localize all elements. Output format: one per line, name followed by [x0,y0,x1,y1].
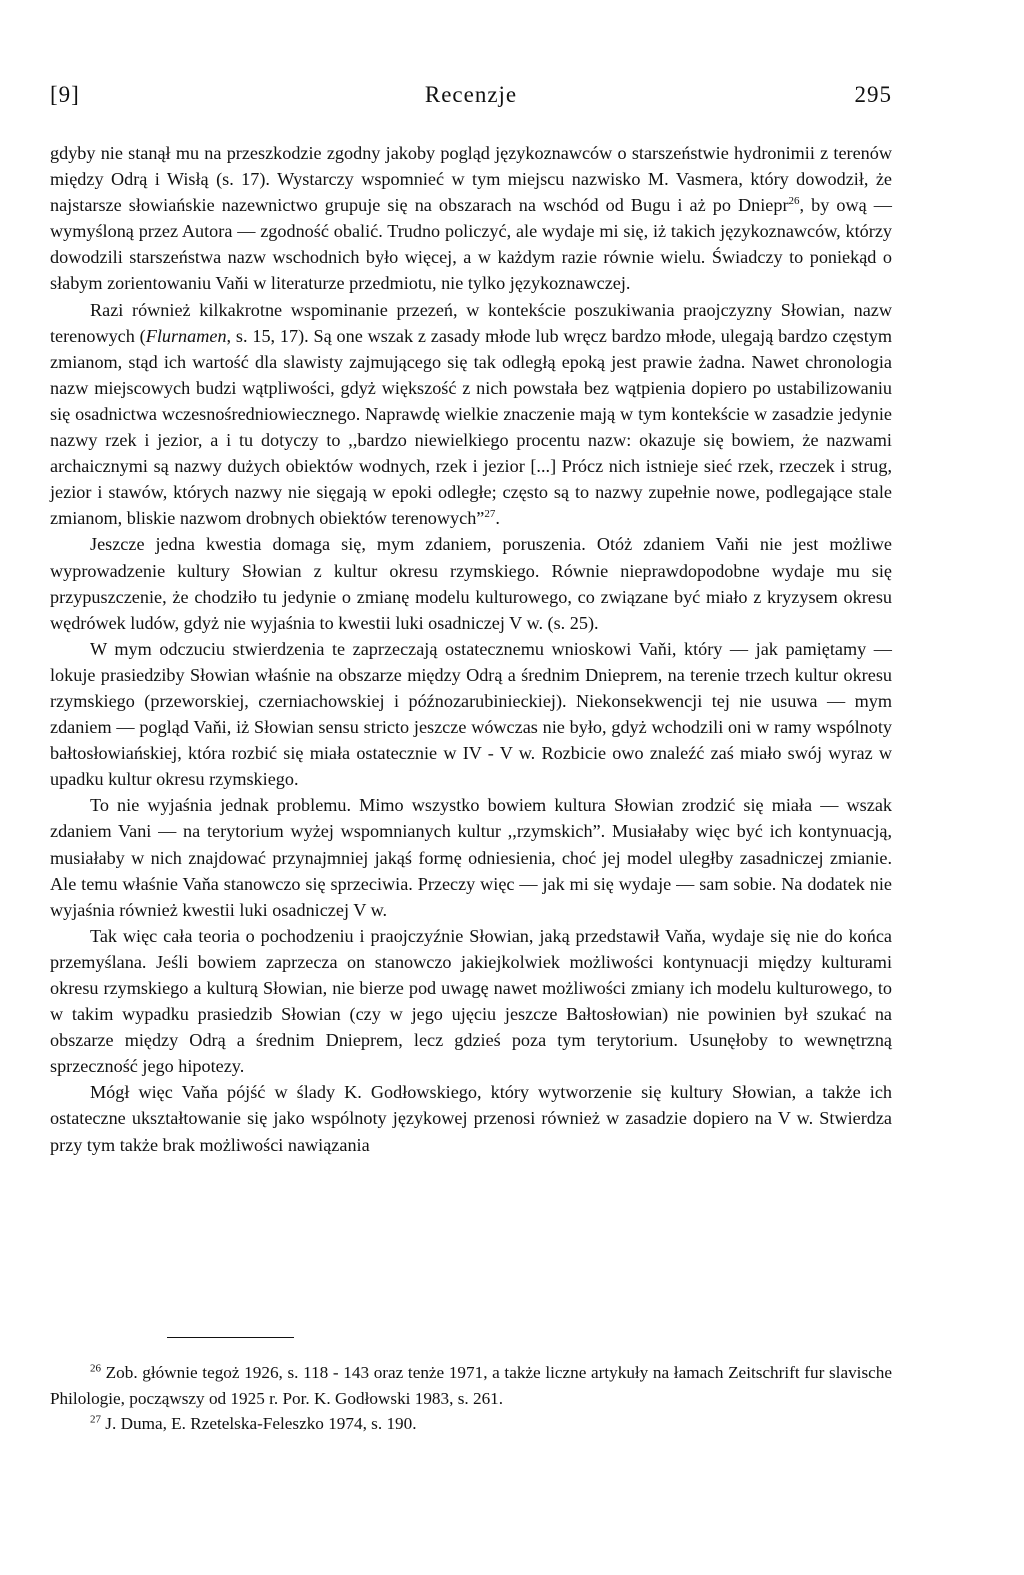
footnote-text: J. Duma, E. Rzetelska-Feleszko 1974, s. 190. [101,1414,417,1433]
text-run: gdyby nie stanął mu na przeszkodzie zgodny jakoby pogląd językoznawców o starszeństwie hydronimii z terenów między Odrą i Wisłą (s. 17). Wystarczy wspomnieć w tym miejscu nazwisko M. Vasmera, który dowodził, że najstarsze słowiańskie nazewnictwo grupuje się na obszarach na wschód od Bugu i aż po Dniepr [50,143,892,216]
footnote-separator [167,1337,294,1338]
footnote [50,1411,892,1437]
paragraph [50,297,892,532]
paragraph: Tak więc cała teoria o pochodzeniu i praojczyźnie Słowian, jaką przedstawił Vaňa, wydaje się nie do końca przemyślana. Jeśli bowiem zaprzecza on stanowczo jakiejkolwiek możliwości kontynuacji między kulturami okresu rzymskiego a kulturą Słowian, nie bierze pod uwagę nawet możliwości zmiany ich modelu kulturowego, to w takim wypadku prasiedzib Słowian (czy w jego ujęciu jeszcze Bałtosłowian) nie powinien był szukać na obszarze między Odrą a średnim Dnieprem, lecz gdzieś poza tym terytorium. Usunęłoby to wewnętrzną sprzeczność jego hipotezy. [50,925,892,1077]
paragraph [50,140,892,297]
paragraph: Jeszcze jedna kwestia domaga się, mym zdaniem, poruszenia. Otóż zdaniem Vaňi nie jest możliwe wyprowadzenie kultury Słowian z kultur okresu rzymskiego. Równie nieprawdopodobne wydaje mu się przypuszczenie, że chodziło tu jedynie o zmianę modelu kulturowego, co związane być miało z kryzysem okresu wędrówek ludów, gdyż nie wyjaśnia to kwestii luki osadniczej V w. (s. 25). [50,534,892,633]
paragraph: Mógł więc Vaňa pójść w ślady K. Godłowskiego, który wytworzenie się kultury Słowian, a także ich ostateczne ukształtowanie się jako wspólnoty językowej przenosi również w zasadzie dopiero na V w. Stwierdza przy tym także brak możliwości nawiązania [50,1082,892,1155]
footnote-ref: 26 [788,195,800,208]
body-text [50,140,892,1158]
footnote-number: 26 [90,1362,101,1375]
paragraph: W mym odczuciu stwierdzenia te zaprzeczają ostatecznemu wnioskowi Vaňi, który — jak pamiętamy — lokuje prasiedziby Słowian właśnie na obszarze między Odrą a średnim Dnieprem, na terenie trzech kultur okresu rzymskiego (przeworskiej, czerniachowskiej i późnozarubinieckiej). Niekonsekwencji tej nie usuwa — mym zdaniem — pogląd Vaňi, iż Słowian sensu stricto jeszcze wówczas nie było, gdyż wchodzili oni w ramy wspólnoty bałtosłowiańskiej, która rozbić się miała ostatecznie w IV - V w. Rozbicie owo znaleźć zaś miało swój wyraz w upadku kultur okresu rzymskiego. [50,638,892,790]
running-header [50,82,892,108]
footnote [50,1360,892,1411]
footnotes [50,1360,892,1437]
text-run: , by ową — wymyśloną przez Autora — zgodność obalić. Trudno policzyć, ale wydaje mi się, iż takich językoznawców, którzy dowodzili starszeństwa nazw wschodnich było więcej, a w każdym razie równie wielu. Świadczy to poniekąd o słabym zorientowaniu Vaňi w literaturze przedmiotu, nie tylko językoznawczej. [50,195,892,294]
text-run: , s. 15, 17). Są one wszak z zasady młode lub wręcz bardzo młode, ulegają bardzo częstym zmianom, stąd ich wartość dla slawisty zajmującego się tak odległą epoką jest prawie żadna. Nawet chronologia nazw miejscowych budzi wątpliwości, gdyż większość z nich powstała bez wątpienia dopiero po ustabilizowaniu się osadnictwa wczesnośredniowiecznego. Naprawdę wielkie znaczenie mają w tym kontekście w zasadzie jedynie nazwy rzek i jezior, a i tu dotyczy to ,,bardzo niewielkiego procentu nazw: okazuje się bowiem, że nazwami archaicznymi są nazwy dużych obiektów wodnych, rzek i jezior [...] Prócz nich istnieje sieć rzek, rzeczek i strug, jezior i stawów, których nazwy nie sięgają w epoki odległe; często są to nazwy zupełnie nowe, podlegające stale zmianom, bliskie nazwom drobnych obiektów terenowych” [50,325,892,529]
italic-term: Flurnamen [145,325,227,346]
section-number: [9] [50,82,80,107]
footnote-ref: 27 [484,508,496,521]
footnote-text: Zob. głównie tegoż 1926, s. 118 - 143 oraz tenże 1971, a także liczne artykuły na łamach Zeitschrift fur slavische Philologie, począwszy od 1925 r. Por. K. Godłowski 1983, s. 261. [50,1363,892,1408]
page-number: 295 [854,82,892,107]
running-title: Recenzje [424,82,518,107]
text-run: . [495,508,500,529]
footnote-number: 27 [90,1413,101,1426]
paragraph: To nie wyjaśnia jednak problemu. Mimo wszystko bowiem kultura Słowian zrodzić się miała — wszak zdaniem Vani — na terytorium wyżej wspomnianych kultur ,,rzymskich”. Musiałaby więc być ich kontynuacją, musiałaby w nich znajdować przynajmniej jakąś formę odniesienia, choć jej model uległby zasadniczej zmianie. Ale temu właśnie Vaňa stanowczo się sprzeciwia. Przeczy więc — jak mi się wydaje — sam sobie. Na dodatek nie wyjaśnia również kwestii luki osadniczej V w. [50,795,892,920]
text-run: Razi również kilkakrotne wspominanie przezeń, w kontekście poszukiwania praojczyzny Słowian, nazw terenowych ( [50,299,892,346]
